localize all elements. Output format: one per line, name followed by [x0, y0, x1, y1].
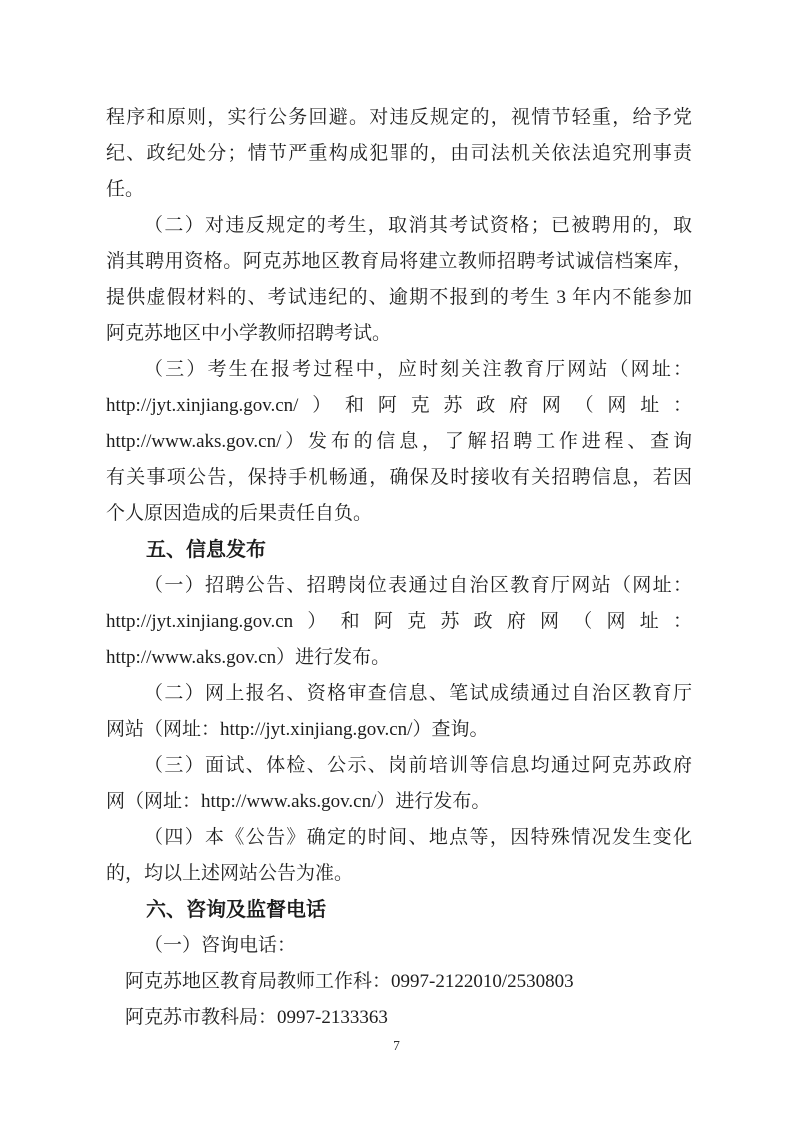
doc-line: 有关事项公告，保持手机畅通，确保及时接收有关招聘信息，若因 — [106, 467, 692, 488]
document-body — [106, 100, 692, 1036]
section-heading: 六、咨询及监督电话 — [146, 899, 326, 921]
doc-line: 程序和原则，实行公务回避。对违反规定的，视情节轻重，给予党 — [106, 107, 692, 128]
doc-line: （一）招聘公告、招聘岗位表通过自治区教育厅网站（网址： — [144, 575, 692, 596]
doc-line: 个人原因造成的后果责任自负。 — [106, 503, 373, 524]
url-line: 网（网址：http://www.aks.gov.cn/）进行发布。 — [106, 791, 491, 812]
url-line: http://www.aks.gov.cn）进行发布。 — [106, 647, 391, 668]
page-number: 7 — [393, 1038, 400, 1053]
doc-line: （三）面试、体检、公示、岗前培训等信息均通过阿克苏政府 — [144, 755, 692, 776]
url-line: http://jyt.xinjiang.gov.cn）和阿克苏政府网（网址： — [106, 611, 692, 632]
doc-line: （三）考生在报考过程中，应时刻关注教育厅网站（网址： — [144, 359, 692, 380]
contact-line: 阿克苏地区教育局教师工作科：0997-2122010/2530803 — [125, 971, 574, 992]
contact-line: 阿克苏市教科局：0997-2133363 — [125, 1007, 388, 1028]
url-line: http://www.aks.gov.cn/）发布的信息，了解招聘工作进程、查询 — [106, 431, 692, 452]
doc-line: （二）网上报名、资格审查信息、笔试成绩通过自治区教育厅 — [144, 683, 692, 704]
doc-line: （四）本《公告》确定的时间、地点等，因特殊情况发生变化 — [144, 827, 692, 848]
doc-line: 消其聘用资格。阿克苏地区教育局将建立教师招聘考试诚信档案库， — [106, 251, 692, 272]
doc-line: 的，均以上述网站公告为准。 — [106, 863, 354, 884]
doc-line: 纪、政纪处分；情节严重构成犯罪的，由司法机关依法追究刑事责 — [106, 143, 692, 164]
doc-line: （一）咨询电话： — [144, 935, 297, 956]
doc-line: 提供虚假材料的、考试违纪的、逾期不报到的考生 3 年内不能参加 — [106, 287, 692, 308]
doc-line: 任。 — [106, 179, 145, 200]
url-line: 网站（网址：http://jyt.xinjiang.gov.cn/）查询。 — [106, 719, 489, 740]
url-line: http://jyt.xinjiang.gov.cn/）和阿克苏政府网（网址： — [106, 395, 692, 416]
doc-line: 阿克苏地区中小学教师招聘考试。 — [106, 323, 392, 344]
doc-line: （二）对违反规定的考生，取消其考试资格；已被聘用的，取 — [144, 215, 692, 236]
section-heading: 五、信息发布 — [146, 539, 266, 561]
